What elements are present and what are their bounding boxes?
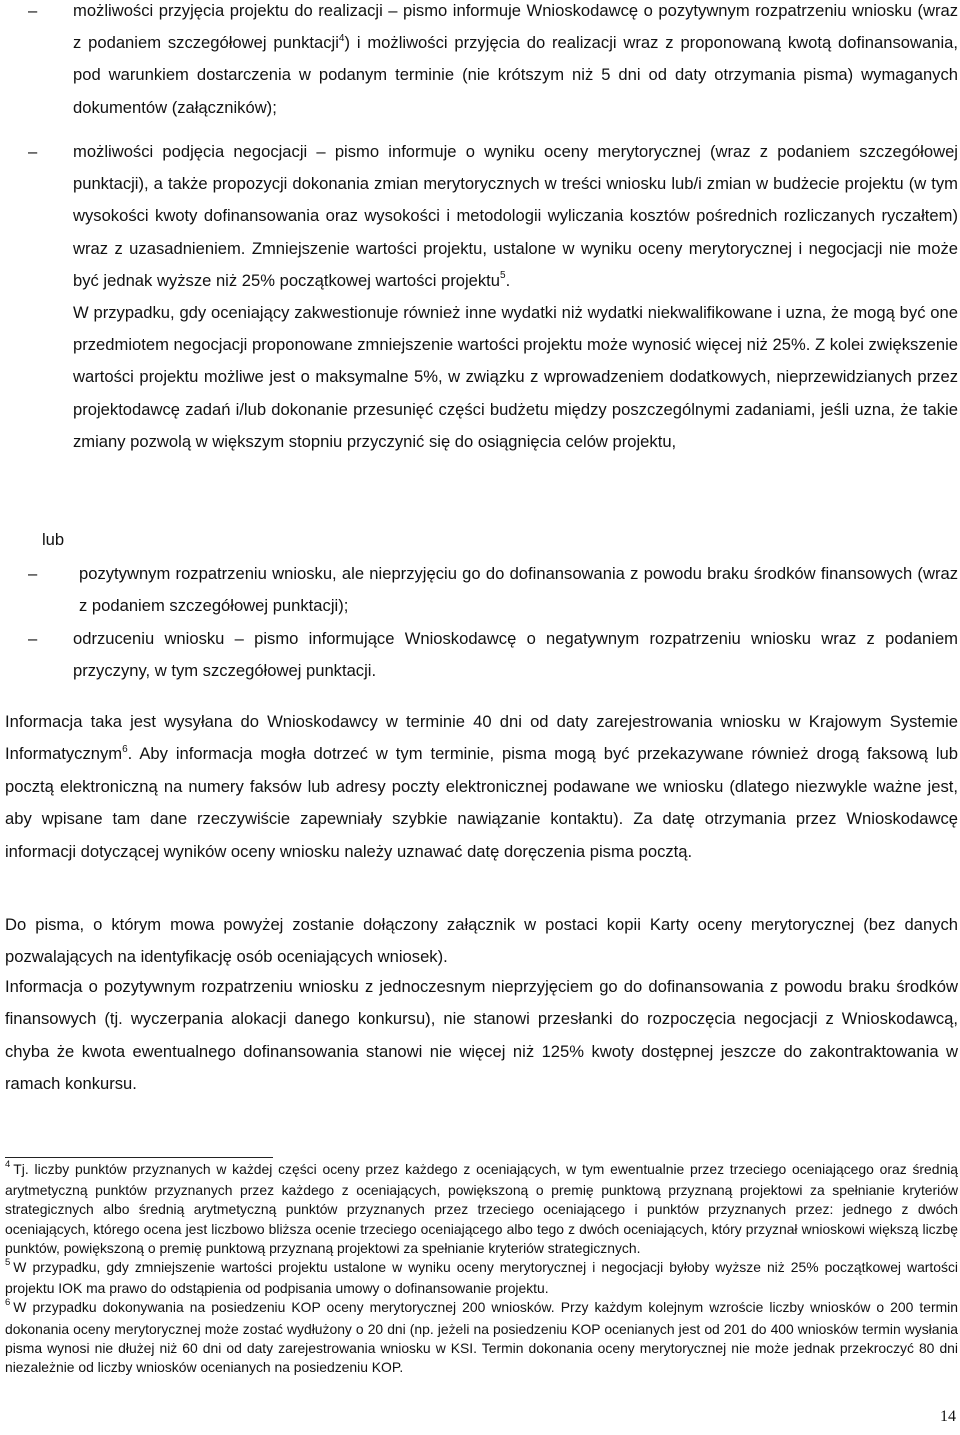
list-item-continuation: W przypadku, gdy oceniający zakwestionuje również inne wydatki niż wydatki niekwalifikowane i uzna, że mogą być one przedmiotem negocjacji proponowane zmniejszenie wartości projektu może wynosić więcej niż 25%. Z kolei zwiększenie wartości projektu możliwe jest o maksymalne 5%, w związku z wprowadzeniem dodatkowych, nieprzewidzianych przez projektodawcę zadań i/lub dokonanie przesunięć części budżetu między poszczególnymi zadaniami, jeśli uzna, że takie zmiany pozwolą w większym stopniu przyczynić się do osiągnięcia celów projektu, — [73, 303, 958, 451]
footnote-number: 4 — [5, 1159, 11, 1170]
list-item-text: pozytywnym rozpatrzeniu wniosku, ale nieprzyjęciu go do dofinansowania z powodu braku środków finansowych (wraz z podaniem szczegółowej punktacji); — [79, 564, 958, 616]
list-item — [0, 0, 958, 124]
list-item — [0, 558, 958, 622]
list-item-text: możliwości podjęcia negocjacji – pismo informuje o wyniku oceny merytorycznej (wraz z podaniem szczegółowej punktacji), a także propozycji dokonania zmian merytorycznych w treści wniosku lub/i zmian w budżecie projektu (w tym wysokości kwoty dofinansowania oraz wysokości i metodologii wyliczania kosztów pośrednich rozliczanych ryczałtem) wraz z uzasadnieniem. Zmniejszenie wartości projektu, ustalone w wyniku oceny merytorycznej i negocjacji nie może być jednak wyższe niż 25% początkowej wartości projektu$^5$. — [73, 142, 958, 290]
bullet-dash: – — [28, 142, 38, 161]
bullet-list-top-1 — [0, 0, 958, 124]
list-item — [0, 623, 958, 687]
footnote — [5, 1298, 958, 1377]
footnote-number: 6 — [5, 1297, 11, 1309]
bullet-list-top-2 — [0, 136, 958, 458]
page-number: 14 — [940, 1408, 956, 1425]
connector-lub: lub — [42, 530, 65, 549]
footnote-text: W przypadku, gdy zmniejszenie wartości projektu ustalone w wyniku oceny merytorycznej i negocjacji byłoby wyższe niż 25% początkowej wartości projektu IOK ma prawo do odstąpienia od podpisania umowy o dofinansowanie projektu. — [5, 1259, 958, 1297]
body-paragraph: Do pisma, o którym mowa powyżej zostanie dołączony załącznik w postaci kopii Karty oceny merytorycznej (bez danych pozwalających na identyfikację osób oceniających wniosek). — [5, 915, 958, 967]
list-item — [0, 136, 958, 458]
body-paragraph: Informacja o pozytywnym rozpatrzeniu wniosku z jednoczesnym nieprzyjęciem go do dofinansowania z powodu braku środków finansowych (tj. wyczerpania alokacji danego konkursu), nie stanowi przesłanki do rozpoczęcia negocjacji z Wnioskodawcą, chyba że kwota ewentualnego dofinansowania stanowi nie więcej niż 125% kwoty dostępnej jeszcze do zakontraktowania w ramach konkursu. — [5, 977, 958, 1094]
bullet-dash: – — [28, 1, 38, 20]
body-paragraph: Informacja taka jest wysyłana do Wnioskodawcy w terminie 40 dni od daty zarejestrowania wniosku w Krajowym Systemie Informatycznym$^6$. Aby informacja mogła dotrzeć w tym terminie, pisma mogą być przekazywane również drogą faksową lub pocztą elektroniczną na numery faksów lub adresy poczty elektronicznej podawane we wniosku (dlatego niezwykle ważne jest, aby wpisane tam dane rzeczywiście zapewniały szybkie nawiązanie kontaktu). Za datę otrzymania przez Wnioskodawcę informacji dotyczącej wyników oceny wniosku należy uznawać datę doręczenia pisma pocztą. — [5, 712, 958, 861]
footnote — [5, 1160, 958, 1258]
list-item-text: odrzuceniu wniosku – pismo informujące Wnioskodawcę o negatywnym rozpatrzeniu wniosku wraz z podaniem przyczyny, w tym szczegółowej punktacji. — [73, 629, 958, 681]
bullet-list-bottom-1 — [0, 558, 958, 622]
footnote-number: 5 — [5, 1257, 11, 1269]
footnote-ref[interactable]: 4 — [338, 32, 345, 44]
list-item-text: możliwości przyjęcia projektu do realizacji – pismo informuje Wnioskodawcę o pozytywnym rozpatrzeniu wniosku (wraz z podaniem szczegółowej punktacji$^4$) i możliwości przyjęcia do realizacji wraz z proponowaną kwotą dofinansowania, pod warunkiem dostarczenia w podanym terminie (nie krótszym niż 5 dni od daty otrzymania pisma) wymaganych dokumentów (załączników); — [73, 1, 958, 117]
bullet-dash: – — [28, 629, 38, 648]
footnote-separator — [5, 1157, 273, 1158]
footnote-text: Tj. liczby punktów przyznanych w każdej części oceny przez każdego z oceniających, w tym ewentualnie przez trzeciego oceniającego oraz średnią arytmetyczną punktów przyznanych przez każdego z oceniających, powiększoną o premię punktową przyznaną projektowi za spełnianie kryteriów strategicznych albo średnią arytmetyczną punktów przyznanych przez trzeciego oceniającego i punktów przyznanych przez: jednego z dwóch oceniających, którego ocena jest liczbowo bliższa ocenie trzeciego oceniającego albo tego z dwóch oceniających, który przyznał wnioskowi większą liczbę punktów, powiększoną o premię punktową przyznaną projektowi za spełnianie kryteriów strategicznych. — [5, 1161, 958, 1256]
footnotes — [5, 1160, 958, 1377]
footnote-ref[interactable]: 6 — [122, 743, 128, 755]
footnote-text: W przypadku dokonywania na posiedzeniu KOP oceny merytorycznej 200 wniosków. Przy każdym kolejnym wzroście liczby wniosków o 200 termin dokonania oceny merytorycznej może zostać wydłużony o 20 dni (np. jeżeli na posiedzeniu KOP ocenianych jest od 201 do 400 wniosków termin wysłania pisma wynosi nie dłużej niż 60 dni od daty zarejestrowania wniosku w KSI. Termin dokonania oceny merytorycznej nie może jednak przekroczyć 80 dni niezależnie od liczby wniosków ocenianych na posiedzeniu KOP. — [5, 1299, 958, 1376]
footnote-ref[interactable]: 5 — [500, 270, 506, 282]
bullet-list-bottom-2 — [0, 623, 958, 687]
footnote — [5, 1258, 958, 1298]
bullet-dash: – — [28, 564, 38, 583]
